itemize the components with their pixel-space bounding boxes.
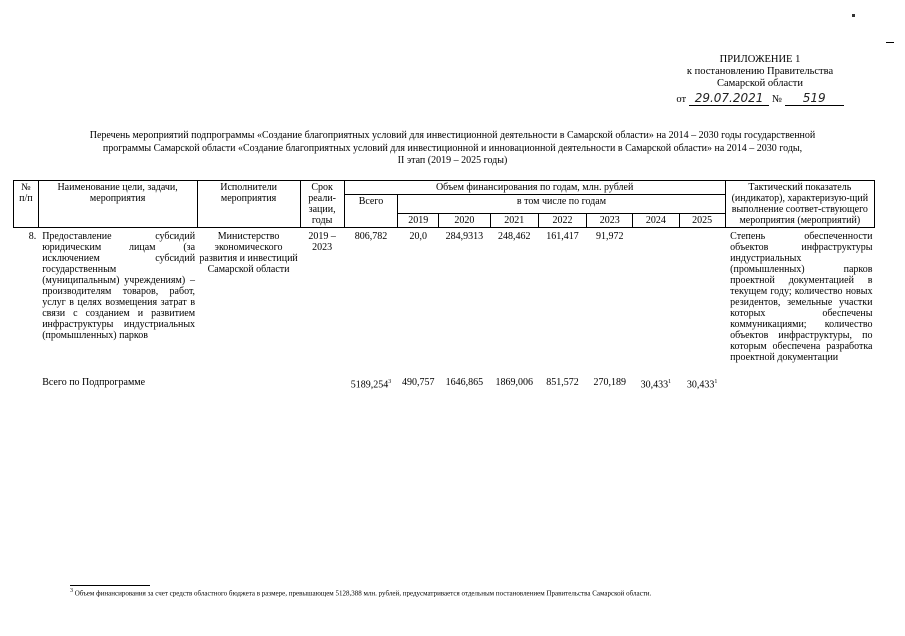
row-value: 91,972: [596, 231, 624, 242]
total-value: [679, 364, 725, 391]
row-value: 20,0: [409, 231, 427, 242]
appendix-line2: к постановлению Правительства: [686, 66, 834, 77]
footnote-text: Объем финансирования за счет средств областного бюджета в размере, превышающем 5128,388 млн. рублей, предусматривается отдельным постановлением Правительства Самарской области.: [74, 589, 652, 598]
row-value: 284,9313: [445, 231, 484, 242]
total-value: [398, 364, 439, 391]
row-value: [633, 228, 679, 365]
header-name: Наименование цели, задачи, мероприятия: [38, 181, 197, 228]
measures-table-wrapper: [13, 180, 875, 391]
total-value-text: 270,189: [593, 377, 627, 388]
row-value: 161,417: [546, 231, 579, 242]
total-value-text: 1646,865: [445, 377, 484, 388]
measures-table: [13, 180, 875, 391]
date-prefix: от: [676, 94, 687, 105]
title-line2: программы Самарской области «Создание благоприятных условий для инвестиционной и инновационной деятельности в Самарской области» на 2014 – 2030 годы,: [102, 142, 803, 154]
header-term: Срок реали-зации, годы: [300, 181, 344, 228]
footnote-mark: 3: [70, 588, 73, 594]
header-year: 2020: [439, 214, 491, 228]
handwritten-number: 519: [785, 91, 844, 106]
row-value: [679, 228, 725, 365]
total-value-text: 490,757: [401, 377, 435, 388]
row-total: 806,782: [354, 231, 388, 242]
header-incl-years: в том числе по годам: [398, 195, 725, 214]
header-year: 2022: [538, 214, 586, 228]
total-sum-footnote-mark: 3: [388, 379, 392, 385]
header-year: 2019: [398, 214, 439, 228]
appendix-block: [675, 54, 845, 106]
total-value-text: 30,433: [640, 379, 669, 391]
title-line1: Перечень мероприятий подпрограммы «Создание благоприятных условий для инвестиционной деятельности в Самарской области» на 2014 – 2030 годы государственной: [89, 130, 816, 141]
total-value-footnote-mark: 1: [668, 379, 672, 385]
total-label: Всего по Подпрограмме: [42, 377, 146, 388]
table-row: [14, 228, 875, 365]
header-total: Всего: [344, 195, 398, 228]
header-year: 2024: [633, 214, 679, 228]
header-year: 2025: [679, 214, 725, 228]
footnote-separator: [70, 585, 150, 586]
total-value: [490, 364, 538, 391]
total-sum-value: 5189,254: [350, 379, 389, 391]
header-num: № п/п: [14, 181, 39, 228]
row-num: 8.: [28, 231, 37, 242]
date-number-row: [675, 92, 845, 106]
row-term: 2019 – 2023: [308, 231, 336, 253]
scan-mark: [886, 42, 894, 43]
row-indicator: Степень обеспеченности объектов инфраструктуры индустриальных (промышленных) парков проектной документацией в текущем году; количество новых резидентов, земельные участки которых обеспечены коммуникациями; количество объектов инфраструктуры, по которым обеспечена разработка проектной документации: [730, 231, 873, 363]
total-value-text: 30,433: [686, 379, 715, 391]
header-year: 2023: [587, 214, 633, 228]
header-funding: Объем финансирования по годам, млн. рублей: [344, 181, 725, 195]
total-value: [439, 364, 491, 391]
row-name: Предоставление субсидий юридическим лицам (за исключением субсидий государственным (муниципальным) учреждениям) – производителям товаров, работ, услуг в целях возмещения затрат в связи с созданием и развитием инфраструктуры индустриальных (промышленных) парков: [42, 231, 196, 341]
document-title: [40, 130, 865, 168]
total-value: [633, 364, 679, 391]
total-value-text: 851,572: [546, 377, 579, 388]
footnote: [70, 587, 651, 597]
scan-mark: [852, 14, 855, 17]
header-indicator: Тактический показатель (индикатор), характеризую-щий выполнение соответ-ствующего мероприятия (мероприятий): [725, 181, 874, 228]
number-prefix: №: [772, 94, 783, 105]
total-sum: [344, 364, 398, 391]
total-value: [538, 364, 586, 391]
header-executors: Исполнители мероприятия: [197, 181, 300, 228]
title-line3: II этап (2019 – 2025 годы): [397, 155, 508, 166]
row-value: 248,462: [497, 231, 531, 242]
handwritten-date: 29.07.2021: [689, 91, 770, 106]
header-year: 2021: [490, 214, 538, 228]
appendix-line3: Самарской области: [717, 78, 803, 89]
total-value: [587, 364, 633, 391]
table-total-row: [14, 364, 875, 391]
total-value-footnote-mark: 1: [714, 379, 718, 385]
row-executor: Министерство экономического развития и инвестиций Самарской области: [199, 231, 298, 275]
appendix-title: ПРИЛОЖЕНИЕ 1: [719, 54, 801, 65]
total-value-text: 1869,006: [495, 377, 533, 388]
